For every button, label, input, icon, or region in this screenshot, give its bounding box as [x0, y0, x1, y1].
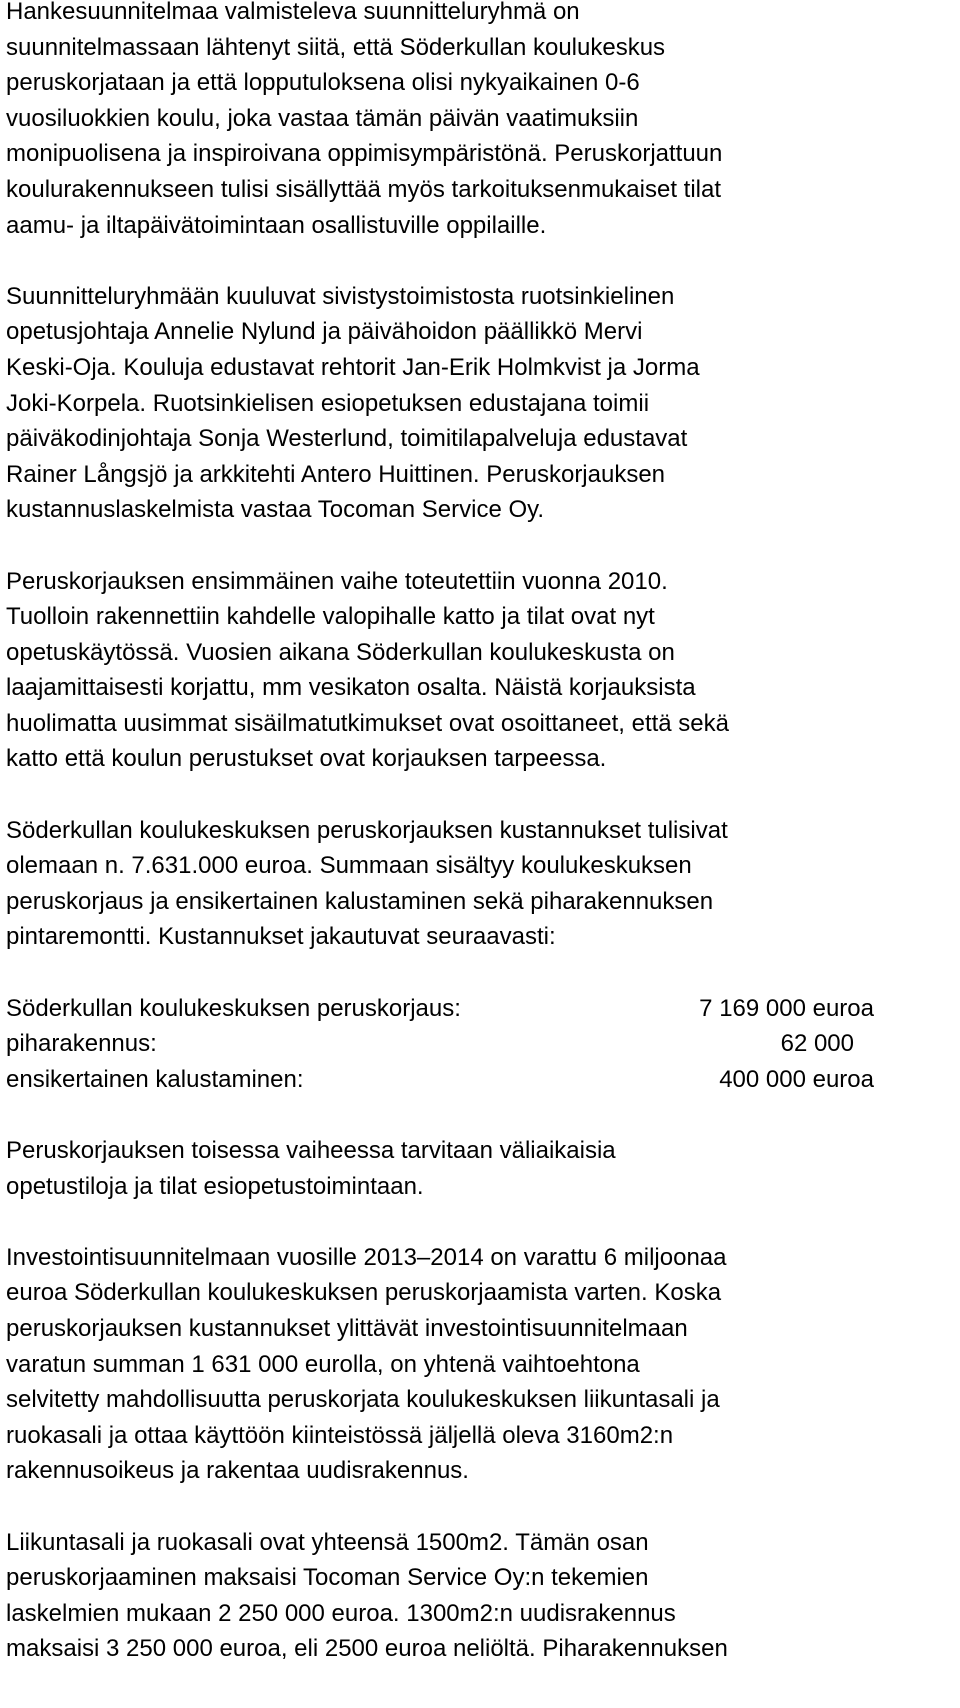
cost-label: piharakennus:	[6, 1030, 157, 1058]
cost-amount: 62 000	[780, 1030, 854, 1058]
paragraph-first-phase: Peruskorjauksen ensimmäinen vaihe toteutettiin vuonna 2010. Tuolloin rakennettiin kahdelle valopihalle katto ja tilat ovat nyt opetuskäytössä. Vuosien aikana Söderkullan koulukeskusta on laajamittaisesti korjattu, mm vesikaton osalta. Näistä korjauksista huolimatta uusimmat sisäilmatutkimukset ovat osoittaneet, että sekä katto että koulun perustukset ovat korjauksen tarpeessa.	[6, 567, 729, 773]
cost-table	[6, 991, 954, 1098]
cost-row	[6, 991, 954, 1027]
paragraph-planning-group: Suunnitteluryhmään kuuluvat sivistystoimistosta ruotsinkielinen opetusjohtaja Annelie Nylund ja päivähoidon päällikkö Mervi Keski-Oja. Kouluja edustavat rehtorit Jan-Erik Holmkvist ja Jorma Joki-Korpela. Ruotsinkielisen esiopetuksen edustajana toimii päiväkodinjohtaja Sonja Westerlund, toimitilapalveluja edustavat Rainer Långsjö ja arkkitehti Antero Huittinen. Peruskorjauksen kustannuslaskelmista vastaa Tocoman Service Oy.	[6, 282, 700, 524]
paragraph-costs-intro: Söderkullan koulukeskuksen peruskorjauksen kustannukset tulisivat olemaan n. 7.631.000 euroa. Summaan sisältyy koulukeskuksen peruskorjaus ja ensikertainen kalustaminen sekä piharakennuksen pintaremontti. Kustannukset jakautuvat seuraavasti:	[6, 816, 728, 951]
paragraph-second-phase: Peruskorjauksen toisessa vaiheessa tarvitaan väliaikaisia opetustiloja ja tilat esiopetustoimintaan.	[6, 1137, 616, 1200]
cost-row	[6, 1026, 954, 1062]
cost-row	[6, 1062, 954, 1098]
paragraph-project-plan: Hankesuunnitelmaa valmisteleva suunnitteluryhmä on suunnitelmassaan lähtenyt siitä, että Söderkullan koulukeskus peruskorjataan ja että lopputuloksena olisi nykyaikainen 0-6 vuosiluokkien koulu, joka vastaa tämän päivän vaatimuksiin monipuolisena ja inspiroivana oppimisympäristönä. Peruskorjattuun koulurakennukseen tulisi sisällyttää myös tarkoituksenmukaiset tilat aamu- ja iltapäivätoimintaan osallistuville oppilaille.	[6, 0, 723, 239]
paragraph-investment-plan: Investointisuunnitelmaan vuosille 2013–2014 on varattu 6 miljoonaa euroa Söderkullan koulukeskuksen peruskorjaamista varten. Koska peruskorjauksen kustannukset ylittävät investointisuunnitelmaan varatun summan 1 631 000 eurolla, on yhtenä vaihtoehtona selvitetty mahdollisuutta peruskorjata koulukeskuksen liikuntasali ja ruokasali ja ottaa käyttöön kiinteistössä jäljellä oleva 3160m2:n rakennusoikeus ja rakentaa uudisrakennus.	[6, 1243, 727, 1485]
cost-amount: 400 000 euroa	[719, 1065, 874, 1093]
cost-amount: 7 169 000 euroa	[699, 994, 874, 1022]
paragraph-sports-hall: Liikuntasali ja ruokasali ovat yhteensä 1500m2. Tämän osan peruskorjaaminen maksaisi Tocoman Service Oy:n tekemien laskelmien mukaan 2 250 000 euroa. 1300m2:n uudisrakennus maksaisi 3 250 000 euroa, eli 2500 euroa neliöltä. Piharakennuksen	[6, 1528, 728, 1663]
cost-label: Söderkullan koulukeskuksen peruskorjaus:	[6, 994, 461, 1022]
cost-label: ensikertainen kalustaminen:	[6, 1065, 304, 1093]
